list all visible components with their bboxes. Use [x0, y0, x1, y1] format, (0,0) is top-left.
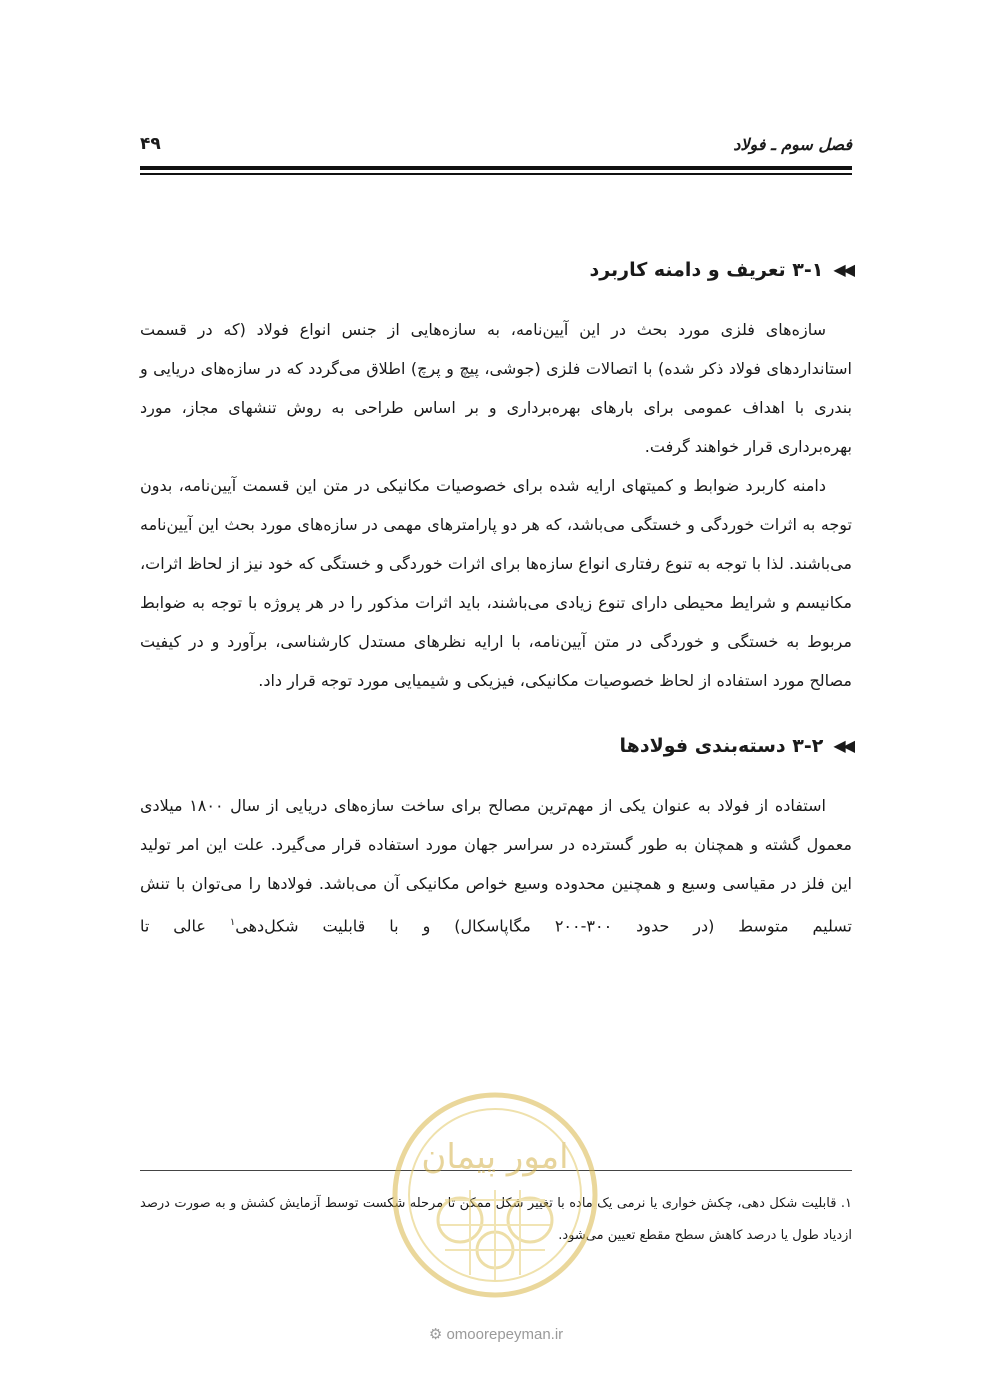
section-heading-1 — [140, 250, 852, 290]
watermark-seal-icon — [390, 1090, 600, 1300]
double-arrow-icon: ◀◀ — [833, 260, 852, 279]
paragraph-text: استفاده از فولاد به عنوان یکی از مهم‌ترین مصالح برای ساخت سازه‌های دریایی از سال ۱۸۰۰ میلادی معمول گشته و همچنان به طور گسترده در سراسر جهان مورد استفاده قرار می‌گیرد. علت این امر تولید این فلز در مقیاسی وسیع و همچنین محدوده وسیع خواص مکانیکی آن می‌باشد. فولادها را می‌توان با تنش تسلیم متوسط (در حدود ۳۰۰-۲۰۰ مگاپاسکال) و با قابلیت شکل‌دهی — [140, 796, 852, 936]
paragraph — [140, 786, 852, 945]
section-title: ۳-۲ دسته‌بندی فولادها — [619, 735, 824, 757]
seal-text: امور پیمان — [421, 1137, 569, 1177]
paragraph-continuation: عالی تا — [140, 916, 206, 936]
watermark-url: ⚙ omoorepeyman.ir — [428, 1326, 564, 1343]
section-heading-2 — [140, 726, 852, 766]
section-title: ۳-۱ تعریف و دامنه کاربرد — [589, 259, 824, 281]
header-rule-thin — [140, 173, 852, 175]
page-number: ۴۹ — [140, 134, 161, 154]
paragraph: سازه‌های فلزی مورد بحث در این آیین‌نامه، به سازه‌هایی از جنس انواع فولاد (که در قسمت استانداردهای فولاد ذکر شده) با اتصالات فلزی (جوشی، پیچ و پرچ) اطلاق می‌گردد که در سازه‌های دریایی و بندری با اهداف عمومی برای بارهای بهره‌برداری و بر اساس طراحی به روش تنشهای مجاز، مورد بهره‌برداری قرار خواهند گرفت. — [140, 320, 852, 456]
double-arrow-icon: ◀◀ — [833, 736, 852, 755]
footnote-reference[interactable]: ۱ — [229, 917, 236, 928]
running-header — [140, 128, 852, 160]
footnote: ۱. قابلیت شکل دهی، چکش خواری یا نرمی یک ماده با تغییر شکل ممکن تا مرحله شکست توسط آزمایش کشش و به صورت درصد ازدیاد طول یا درصد کاهش سطح مقطع تعیین می‌شود. — [140, 1196, 852, 1243]
chapter-title: فصل سوم ـ فولاد — [733, 134, 852, 154]
paragraph: دامنه کاربرد ضوابط و کمیتهای ارایه شده برای خصوصیات مکانیکی در متن این قسمت آیین‌نامه، بدون توجه به اثرات خوردگی و خستگی می‌باشد، که هر دو پارامترهای مهمی در سازه‌های مورد بحث این آیین‌نامه می‌باشند. لذا با توجه به تنوع رفتاری انواع سازه‌ها برای اثرات خوردگی و خستگی که خود نیز از لحاظ اثرات، مکانیسم و شرایط محیطی دارای تنوع زیادی می‌باشند، باید اثرات مذکور را در هر پروژه با توجه به ضوابط مربوط به خستگی و خوردگی در متن آیین‌نامه، با ارایه نظرهای مستدل کارشناسی، برآورد و در کیفیت مصالح مورد استفاده از لحاظ خصوصیات مکانیکی، فیزیکی و شیمیایی مورد توجه قرار داد. — [140, 476, 852, 690]
main-content — [140, 250, 852, 945]
header-rule-thick — [140, 166, 852, 170]
watermark-url-text: omoorepeyman.ir — [446, 1326, 564, 1343]
